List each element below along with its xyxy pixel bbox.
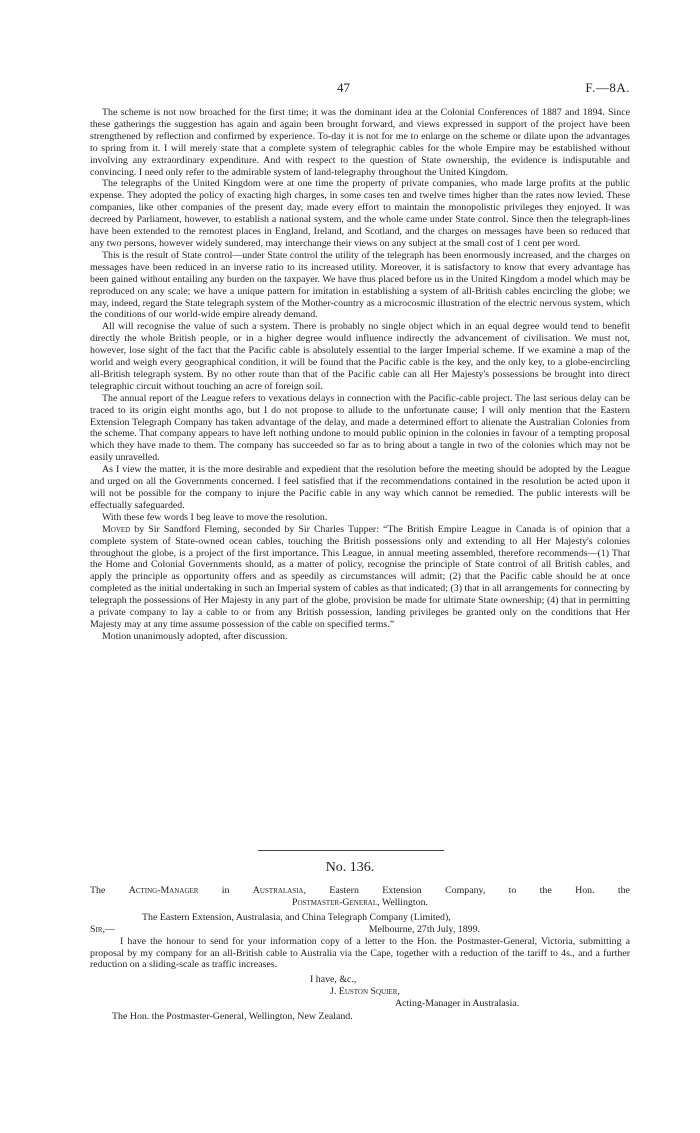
paragraph: With these few words I beg leave to move the resolution. xyxy=(102,511,328,523)
signature-initial: J. xyxy=(330,986,337,998)
addressee: The Hon. the Postmaster-General, Wellington, New Zealand. xyxy=(112,1011,353,1023)
paragraph: The telegraphs of the United Kingdom were at one time the property of private companies, who made large profits at the public expense. They adopted the policy of exacting high charges, in some cases ten and twelve times higher than the rates now levied. These companies, like other companies of the present day, made every effort to maintain the monopolistic privileges they enjoyed. It was decreed by Parliament, however, to establish a national system, and the whole came under State control. Since then the telegraph-lines have been extended to the remotest places in England, Ireland, and Scotland, and the charges on messages have been so reduced that any two persons, however widely sundered, may interchange their views on any subject at the small cost of 1 cent per word. xyxy=(90,178,630,249)
motion-paragraph xyxy=(90,524,630,631)
heading-word: in xyxy=(221,885,230,896)
section-divider xyxy=(258,850,444,851)
speech-text xyxy=(90,107,630,643)
paragraph: The scheme is not now broached for the first time; it was the dominant idea at the Colonial Conferences of 1887 and 1894. Since these gatherings the suggestion has again and again been brought forward, and views expressed in support of the project have been strengthened by reflection and confirmed by experience. To-day it is not for me to enlarge on the scheme or dilate upon the advantages to spring from it. I will merely state that a complete system of telegraphic cables for the whole Empire may be established without involving any extraordinary expenditure. And with respect to the question of State ownership, the evidence is indisputable and convincing. I need only refer to the admirable system of land-telegraphy throughout the United Kingdom. xyxy=(90,107,630,178)
heading-place: Wellington. xyxy=(379,896,428,908)
heading-word: Australasia, xyxy=(252,885,306,896)
letter-number: No. 136. xyxy=(325,860,375,875)
letter xyxy=(90,885,630,1023)
signature-name: Euston Squier, xyxy=(338,986,400,998)
paragraph: As I view the matter, it is the more desirable and expedient that the resolution before the meeting should be adopted by the League and urged on all the Governments concerned. I feel satisfied that if the recommendations contained in the resolution be acted upon it will not be possible for the company to injure the Pacific cable in any way which cannot be remedied. The public interests will be effectually safeguarded. xyxy=(90,464,630,511)
heading-word: Company, xyxy=(445,885,486,896)
heading-word: Extension xyxy=(382,885,422,896)
letter-heading-line xyxy=(90,885,630,897)
signature-title: Acting-Manager in Australasia. xyxy=(395,998,520,1010)
heading-addressee: Postmaster-General, xyxy=(291,896,380,908)
page-number: 47 xyxy=(337,80,350,95)
heading-word: the xyxy=(617,885,630,896)
letter-closing: I have, &c., xyxy=(310,974,357,986)
motion-lead: Moved xyxy=(102,523,131,535)
letter-salutation-row xyxy=(90,924,630,936)
motion-adopted: Motion unanimously adopted, after discussion. xyxy=(102,630,288,642)
paragraph: The annual report of the League refers to vexatious delays in connection with the Pacific-cable project. The last serious delay can be traced to its origin eight months ago, but I do not propose to allude to the unfortunate cause; I will only mention that the Eastern Extension Telegraph Company has taken advantage of the delay, and made a determined effort to alienate the Australian Colonies from the scheme. That company appears to have left nothing undone to mould public opinion in the colonies in favour of a tempting proposal which they have made to them. The company has succeeded so far as to bring about a tangle in two of the colonies which may not be easily unravelled. xyxy=(90,392,630,464)
motion-text: by Sir Sandford Fleming, seconded by Sir Charles Tupper: “The British Empire League in Canada is of opinion that a complete system of State-owned ocean cables, touching the British possessions only and extending to all Her Majesty's colonies throughout the globe, is a project of the first importance. This League, in annual meeting assembled, therefore recommends—(1) That the Home and Colonial Governments should, as a matter of policy, recognise the principle of State control of all British cables, and apply the principle as opportunity offers and as speedily as circumstances will admit; (2) that the Pacific cable should be at once completed as the initial undertaking in such an Imperial system of cables as that indicated; (3) that in all arrangements for connecting by telegraph the possessions of Her Majesty in any part of the globe, provision be made for ultimate State ownership; (4) that in permitting a private company to lay a cable to or from any British possession, landing privileges be granted only on the conditions that Her Majesty may at any time assume possession of the cable on specified terms.” xyxy=(90,523,630,630)
heading-word: Acting-Manager xyxy=(128,885,199,896)
salutation: Sir,— xyxy=(90,923,115,935)
signature xyxy=(90,986,630,998)
heading-word: The xyxy=(90,885,106,896)
heading-word: the xyxy=(539,885,552,896)
heading-word: to xyxy=(508,885,517,896)
letter-heading-line xyxy=(90,897,630,909)
letter-company: The Eastern Extension, Australasia, and China Telegraph Company (Limited), xyxy=(142,911,451,923)
heading-word: Hon. xyxy=(575,885,595,896)
place-date: Melbourne, 27th July, 1899. xyxy=(368,923,480,935)
document-reference: F.—8A. xyxy=(585,80,630,95)
paragraph: This is the result of State control—under State control the utility of the telegraph has been enormously increased, and the charges on messages have been reduced in an inverse ratio to its increased utility. Moreover, it is satisfactory to know that every advantage has been gained without entailing any burden on the taxpayer. We have thus placed before us in the United Kingdom a model which may be reproduced on any scale; we have a unique pattern for imitation in establishing a system of all-British cables encircling the globe; we may, indeed, regard the State telegraph system of the Mother-country as a microcosmic illustration of the electric nervous system, which the conditions of our world-wide empire already demand. xyxy=(90,249,630,321)
paragraph: All will recognise the value of such a system. There is probably no single object which in an equal degree would tend to benefit directly the whole British people, or in a higher degree would influence indirectly the advancement of civilisation. We must not, however, lose sight of the fact that the Pacific cable is absolutely essential to the larger Imperial scheme. If we examine a map of the world and weigh every geographical condition, it will be found that the Pacific cable is the key, and the only key, to a globe-encircling all-British telegraph system. By no other route than that of the Pacific cable can all Her Majesty's possessions be brought into direct telegraphic circuit without touching an acre of foreign soil. xyxy=(90,321,630,392)
letter-body: I have the honour to send for your information copy of a letter to the Hon. the Postmaster-General, Victoria, submitting a proposal by my company for an all-British cable to Australia via the Cape, together with a reduction of the tariff to 4s., and a further reduction on a sliding-scale as traffic increases. xyxy=(90,935,630,971)
heading-word: Eastern xyxy=(329,885,359,896)
